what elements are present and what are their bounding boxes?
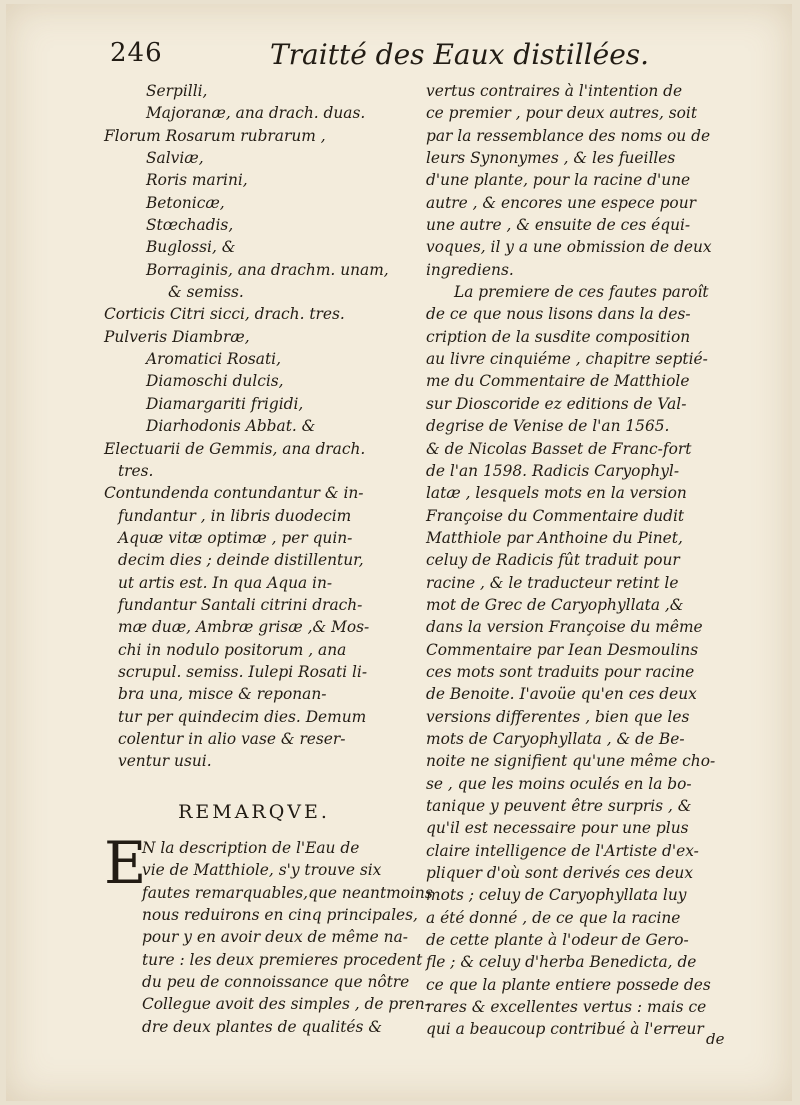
- text-line: mots ; celuy de Caryophyllata luy: [426, 886, 687, 905]
- text-line: fundantur Santali citrini drach-: [118, 595, 363, 614]
- text-line: mot de Grec de Caryophyllata ,&: [426, 595, 684, 614]
- text-line: pour y en avoir deux de même na-: [142, 928, 408, 947]
- text-line: Corticis Citri sicci, drach. tres.: [104, 305, 345, 324]
- text-line: Salviæ,: [146, 149, 204, 168]
- text-line: Aquæ vitæ optimæ , per quin-: [118, 528, 353, 547]
- text-line: racine , & le traducteur retint le: [426, 573, 679, 592]
- text-line: au livre cinquiéme , chapitre septié-: [426, 350, 708, 369]
- text-line: Diamargariti frigidi,: [146, 394, 304, 413]
- text-line: claire intelligence de l'Artiste d'ex-: [426, 841, 699, 860]
- text-line: fle ; & celuy d'herba Benedicta, de: [426, 953, 697, 972]
- text-line: degrise de Venise de l'an 1565.: [426, 417, 670, 436]
- text-line: decim dies ; deinde distillentur,: [118, 551, 364, 570]
- drop-cap: E: [104, 829, 147, 897]
- page-header: [110, 38, 740, 78]
- text-line: qui a beaucoup contribué à l'erreur: [426, 1020, 704, 1039]
- text-line: Matthiole par Anthoine du Pinet,: [426, 528, 683, 547]
- text-line: mæ duæ, Ambræ grisæ ,& Mos-: [118, 618, 370, 637]
- right-column: [426, 80, 716, 1041]
- text-line: de cette plante à l'odeur de Gero-: [426, 931, 689, 950]
- text-line: une autre , & ensuite de ces équi-: [426, 216, 691, 235]
- text-line: ce premier , pour deux autres, soit: [426, 104, 698, 123]
- text-line: Commentaire par Iean Desmoulins: [426, 640, 699, 659]
- text-line: cription de la susdite composition: [426, 327, 691, 346]
- text-line: par la ressemblance des noms ou de: [426, 126, 711, 145]
- remarque-text: [142, 837, 433, 1038]
- text-line: Pulveris Diambræ,: [104, 327, 250, 346]
- text-line: latæ , lesquels mots en la version: [426, 484, 687, 503]
- text-line: scrupul. semiss. Iulepi Rosati li-: [118, 662, 368, 681]
- text-line: Collegue avoit des simples , de pren-: [142, 995, 430, 1014]
- text-line: rares & excellentes vertus : mais ce: [426, 998, 707, 1017]
- text-line: versions differentes , bien que les: [426, 707, 690, 726]
- text-line: chi in nodulo positorum , ana: [118, 640, 347, 659]
- text-line: tanique y peuvent être surpris , &: [426, 797, 692, 815]
- remarque-heading: REMARQVE.: [178, 800, 330, 823]
- text-line: Electuarii de Gemmis, ana drach.: [104, 439, 366, 458]
- text-line: Florum Rosarum rubrarum ,: [104, 126, 326, 145]
- recipe-lines: [104, 80, 404, 773]
- text-line: dans la version Françoise du même: [426, 618, 703, 637]
- text-line: du peu de connoissance que nôtre: [142, 973, 410, 992]
- text-line: voques, il y a une obmission de deux: [426, 238, 712, 257]
- text-line: d'une plante, pour la racine d'une: [426, 171, 691, 190]
- text-line: noite ne signifient qu'une même cho-: [426, 752, 716, 771]
- text-line: bra una, misce & reponan-: [118, 685, 327, 704]
- text-line: tres.: [118, 461, 154, 480]
- text-line: ture : les deux premieres procedent: [142, 950, 423, 969]
- text-line: celuy de Radicis fût traduit pour: [426, 551, 680, 570]
- text-line: Diamoschi dulcis,: [146, 372, 284, 391]
- left-column: [104, 80, 433, 1038]
- text-line: dre deux plantes de qualités &: [142, 1017, 383, 1036]
- text-line: Contundenda contundantur & in-: [104, 484, 364, 503]
- text-line: vie de Matthiole, s'y trouve six: [142, 861, 382, 880]
- text-line: Buglossi, &: [146, 238, 236, 257]
- text-line: de Benoite. I'avoüe qu'en ces deux: [426, 685, 697, 704]
- text-line: Betonicæ,: [146, 193, 225, 212]
- text-line: de ce que nous lisons dans la des-: [426, 305, 691, 324]
- text-line: pliquer d'où sont derivés ces deux: [426, 864, 694, 883]
- text-line: me du Commentaire de Matthiole: [426, 372, 690, 391]
- text-line: fautes remarquables,que neantmoins: [142, 883, 433, 902]
- text-line: autre , & encores une espece pour: [426, 193, 696, 212]
- text-line: leurs Synonymes , & les fueilles: [426, 149, 676, 168]
- text-line: nous reduirons en cinq principales,: [142, 906, 418, 925]
- text-line: de l'an 1598. Radicis Caryophyl-: [426, 461, 680, 480]
- remarque-paragraph: [104, 829, 433, 1038]
- text-line: se , que les moins oculés en la bo-: [426, 774, 692, 793]
- text-line: a été donné , de ce que la racine: [426, 908, 681, 927]
- text-line: tur per quindecim dies. Demum: [118, 707, 367, 726]
- text-line: Roris marini,: [146, 171, 248, 190]
- text-line: N la description de l'Eau de: [142, 839, 360, 857]
- catchword: de: [706, 1030, 725, 1048]
- text-line: Stœchadis,: [146, 216, 234, 235]
- text-line: & semiss.: [168, 283, 244, 302]
- text-line: ces mots sont traduits pour racine: [426, 662, 695, 681]
- running-title: Traitté des Eaux distillées.: [270, 38, 650, 71]
- text-line: ventur usui.: [118, 752, 212, 771]
- text-line: colentur in alio vase & reser-: [118, 729, 346, 748]
- commentary-lines: [426, 80, 716, 1041]
- text-line: Majoranæ, ana drach. duas.: [146, 104, 366, 123]
- text-line: Borraginis, ana drachm. unam,: [146, 260, 389, 279]
- page-number: 246: [110, 38, 163, 68]
- text-line: fundantur , in libris duodecim: [118, 506, 352, 525]
- text-line: & de Nicolas Basset de Franc-fort: [426, 439, 692, 458]
- text-line: Serpilli,: [146, 82, 208, 100]
- text-line: ce que la plante entiere possede des: [426, 975, 711, 994]
- text-line: vertus contraires à l'intention de: [426, 82, 683, 100]
- text-line: Aromatici Rosati,: [146, 350, 281, 369]
- text-line: La premiere de ces fautes paroît: [454, 283, 709, 302]
- text-line: Diarhodonis Abbat. &: [146, 417, 316, 436]
- text-line: mots de Caryophyllata , & de Be-: [426, 729, 685, 748]
- text-line: sur Dioscoride ez editions de Val-: [426, 394, 687, 413]
- text-line: ut artis est. In qua Aqua in-: [118, 573, 333, 592]
- text-line: qu'il est necessaire pour une plus: [426, 819, 689, 838]
- text-line: ingrediens.: [426, 260, 514, 279]
- text-line: Françoise du Commentaire dudit: [426, 506, 685, 525]
